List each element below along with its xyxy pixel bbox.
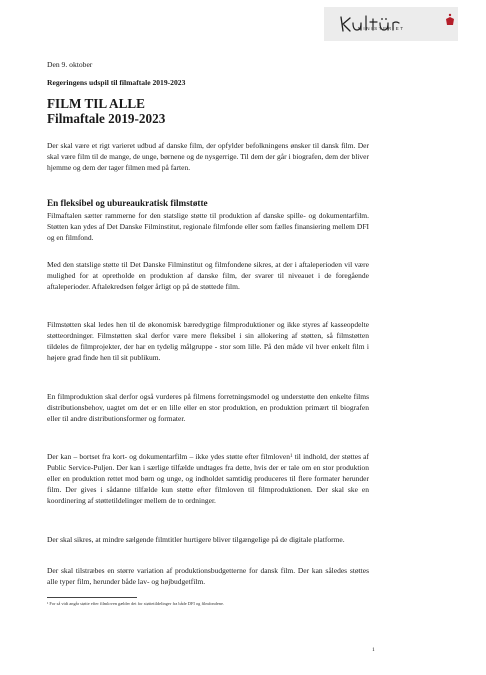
section-heading: En fleksibel og ubureaukratisk filmstøtte [47,198,208,208]
page-number: 1 [372,647,375,653]
body-paragraph-5: Der kan – bortset fra kort- og dokumentarfilm – ikke ydes støtte efter filmloven$^1$ til indhold, der støttes af Public Service-Puljen. Der kan i særlige tilfælde undtages fra dette, hvis der er tale om en stor produktion eller en produktion rettet mod børn og unge, og indholdet samtidig produceres til flere formater herunder film. Der gives i sådanne tilfælde kun støtte efter filmloven til filmproduktionen. Der skal ske en koordinering af støttetildelinger mellem de to ordninger. [47,452,370,505]
ministry-logo [324,7,458,41]
logo-subtext: MINISTERIET [358,26,405,31]
document-title: FILM TIL ALLE [47,96,145,111]
footnote-separator [47,597,137,598]
body-paragraph-6: Der skal sikres, at mindre sælgende filmtitler hurtigere bliver tilgængelige på de digitale platforme. [47,535,345,544]
document-subtitle: Regeringens udspil til filmaftale 2019-2023 [47,78,186,87]
document-date: Den 9. oktober [47,60,93,69]
document-title-secondary: Filmaftale 2019-2023 [47,111,166,126]
kultur-wordmark-icon [324,7,458,41]
body-paragraph-3: Filmstøtten skal ledes hen til de økonomisk bæredygtige filmproduktioner og ikke styres af kasseopdelte støtteordninger. Filmstøtten skal derfor være mere fleksibel i sin allokering af støtten, så filmstøtten tildeles de filmprojekter, der har en tydelig målgruppe - stor som lille. På den måde vil hver enkelt film i højere grad finde hen til sit publikum. [47,320,369,362]
body-paragraph-2: Med den statslige støtte til Det Danske Filminstitut og filmfondene sikres, at der i aftaleperioden vil være mulighed for at opretholde en produktion af danske film, der svarer til niveauet i de foregående aftaleperioder. Aftalekredsen følger årligt op på de støttede film. [47,260,369,291]
footnote-marker: 1 [289,454,293,459]
intro-paragraph: Der skal være et rigt varieret udbud af danske film, der opfylder befolkningens ønsker til dansk film. Der skal være film til de mange, de unge, børnene og de nysgerrige. Til dem der går i biografen, dem der bliver hjemme og dem der tager filmen med på farten. [47,141,369,172]
footnote: ¹ For så vidt angår støtte efter filmloven gælder det for støttetildelinger fra både DFI og filmfondene. [47,601,225,606]
body-paragraph-7: Der skal tilstræbes en større variation af produktionsbudgetterne for dansk film. Der kan således støttes alle typer film, herunder både lav- og højbudgetfilm. [47,566,369,586]
body-paragraph-1: Filmaftalen sætter rammerne for den statslige støtte til produktion af danske spille- og dokumentarfilm. Støtten kan ydes af Det Danske Filminstitut, regionale filmfonde eller som fælles finansiering mellem DFI og en filmfond. [47,211,369,242]
body-paragraph-4: En filmproduktion skal derfor også vurderes på filmens forretningsmodel og understøtte den enkelte films distributionsbehov, uagtet om det er en lille eller en stor produktion, en produktion primært til biografen eller til andre distributionsformer og formater. [47,392,369,423]
